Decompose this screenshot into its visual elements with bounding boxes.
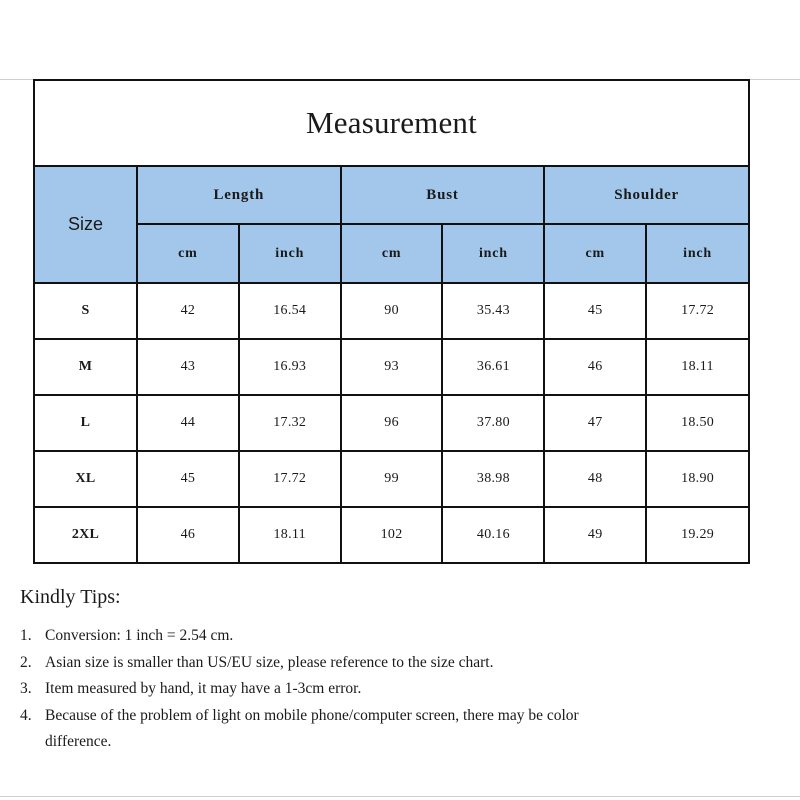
value-cell: 40.16: [442, 507, 544, 562]
group-header-shoulder: Shoulder: [544, 167, 748, 224]
value-cell: 43: [137, 339, 239, 395]
value-cell: 19.29: [646, 507, 748, 562]
unit-header: cm: [341, 224, 443, 283]
tip-text: Asian size is smaller than US/EU size, please reference to the size chart.: [45, 653, 494, 671]
value-cell: 37.80: [442, 395, 544, 451]
value-cell: 35.43: [442, 283, 544, 339]
tip-number: 4.: [20, 706, 32, 724]
chart-title: Measurement: [35, 81, 748, 167]
value-cell: 99: [341, 451, 443, 507]
tip-number: 1.: [20, 627, 32, 644]
list-item: [20, 650, 780, 677]
value-cell: 42: [137, 283, 239, 339]
header-row-groups: [35, 167, 748, 224]
tips-list: [20, 623, 780, 756]
header-row-units: [35, 224, 748, 283]
value-cell: 45: [544, 283, 646, 339]
value-cell: 17.72: [646, 283, 748, 339]
list-item: [20, 623, 780, 650]
value-cell: 18.11: [646, 339, 748, 395]
value-cell: 96: [341, 395, 443, 451]
unit-header: cm: [544, 224, 646, 283]
table-row: [35, 451, 748, 507]
value-cell: 38.98: [442, 451, 544, 507]
value-cell: 17.32: [239, 395, 341, 451]
value-cell: 46: [544, 339, 646, 395]
size-table: [35, 167, 748, 562]
tip-text: Conversion: 1 inch = 2.54 cm.: [45, 627, 234, 644]
value-cell: 102: [341, 507, 443, 562]
kindly-tips: [20, 586, 780, 756]
unit-header: inch: [442, 224, 544, 283]
group-header-bust: Bust: [341, 167, 545, 224]
value-cell: 18.90: [646, 451, 748, 507]
size-header: Size: [35, 167, 137, 283]
unit-header: inch: [646, 224, 748, 283]
value-cell: 16.93: [239, 339, 341, 395]
tip-number: 3.: [20, 680, 32, 697]
bottom-divider: [0, 796, 800, 797]
table-row: [35, 283, 748, 339]
tip-number: 2.: [20, 653, 32, 671]
size-cell: L: [35, 395, 137, 451]
value-cell: 47: [544, 395, 646, 451]
table-row: [35, 395, 748, 451]
value-cell: 48: [544, 451, 646, 507]
size-cell: M: [35, 339, 137, 395]
size-cell: S: [35, 283, 137, 339]
value-cell: 36.61: [442, 339, 544, 395]
unit-header: cm: [137, 224, 239, 283]
value-cell: 90: [341, 283, 443, 339]
value-cell: 16.54: [239, 283, 341, 339]
unit-header: inch: [239, 224, 341, 283]
measurement-chart: [33, 79, 750, 564]
value-cell: 18.50: [646, 395, 748, 451]
tip-text: Item measured by hand, it may have a 1-3cm error.: [45, 680, 362, 697]
size-cell: XL: [35, 451, 137, 507]
value-cell: 18.11: [239, 507, 341, 562]
group-header-length: Length: [137, 167, 341, 224]
value-cell: 49: [544, 507, 646, 562]
list-item: [20, 676, 780, 703]
value-cell: 17.72: [239, 451, 341, 507]
tips-title: Kindly Tips:: [20, 586, 121, 608]
value-cell: 46: [137, 507, 239, 562]
table-row: [35, 507, 748, 562]
list-item: [20, 703, 635, 756]
size-cell: 2XL: [35, 507, 137, 562]
tip-text: Because of the problem of light on mobile phone/computer screen, there may be color difference.: [45, 706, 579, 750]
table-row: [35, 339, 748, 395]
value-cell: 93: [341, 339, 443, 395]
value-cell: 44: [137, 395, 239, 451]
value-cell: 45: [137, 451, 239, 507]
